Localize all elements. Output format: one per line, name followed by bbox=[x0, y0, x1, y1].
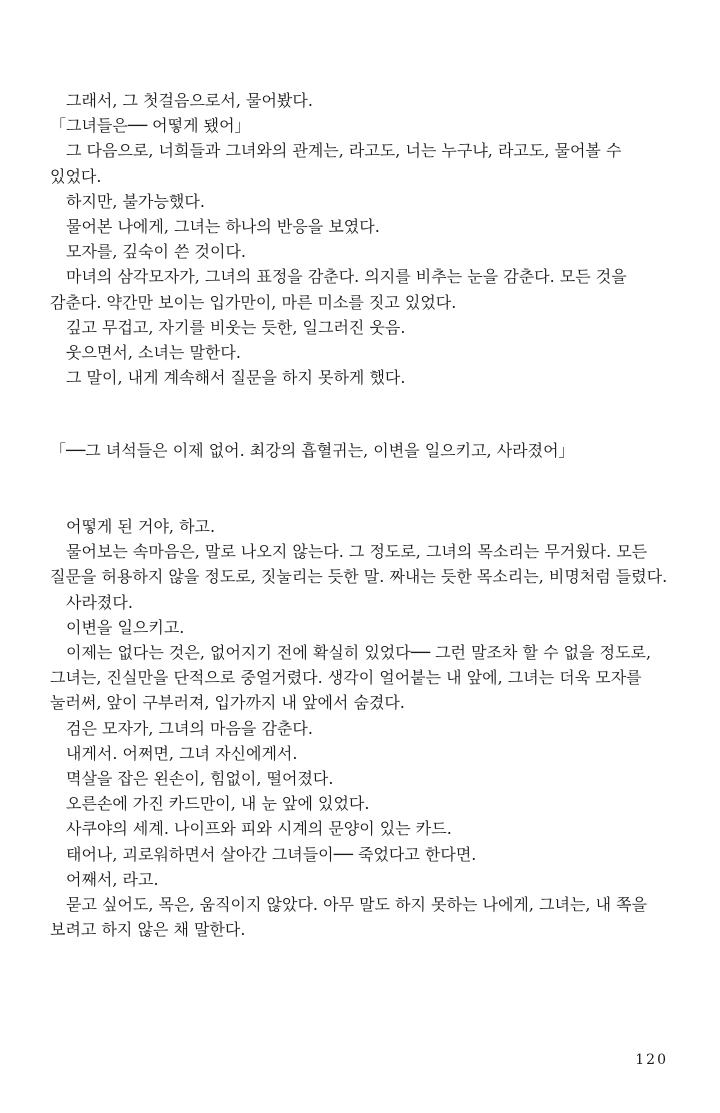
dialogue-line: 「그녀들은── 어떻게 됐어」 bbox=[50, 116, 251, 136]
paragraph: 이제는 없다는 것은, 없어지기 전에 확실히 있었다── 그런 말조차 할 수 없을 정도로, 그녀는, 진실만을 단적으로 중얼거렸다. 생각이 얼어붙는 내 앞에, 그녀는 더욱 모자를 눌러써, 앞이 구부러져, 입가까지 내 앞에서 숨겼다. bbox=[50, 643, 652, 713]
paragraph: 물어본 나에게, 그녀는 하나의 반응을 보였다. bbox=[66, 217, 380, 237]
paragraph: 깊고 무겁고, 자기를 비웃는 듯한, 일그러진 웃음. bbox=[66, 317, 406, 337]
paragraph: 검은 모자가, 그녀의 마음을 감춘다. bbox=[66, 718, 313, 738]
paragraph: 이변을 일으키고. bbox=[66, 617, 185, 637]
paragraph: 어떻게 된 거야, 하고. bbox=[66, 517, 216, 536]
paragraph: 오른손에 가진 카드만이, 내 눈 앞에 있었다. bbox=[66, 794, 370, 814]
paragraph: 묻고 싶어도, 목은, 움직이지 않았다. 아무 말도 하지 못하는 나에게, 그녀는, 내 쪽을 보려고 하지 않은 채 말한다. bbox=[50, 895, 648, 940]
paragraph: 멱살을 잡은 왼손이, 힘없이, 떨어졌다. bbox=[66, 769, 334, 789]
paragraph: 그래서, 그 첫걸음으로서, 물어봤다. bbox=[66, 91, 313, 110]
paragraph: 웃으면서, 소녀는 말한다. bbox=[66, 343, 241, 363]
paragraph: 그 말이, 내게 계속해서 질문을 하지 못하게 했다. bbox=[66, 368, 406, 388]
paragraph: 마녀의 삼각모자가, 그녀의 표정을 감춘다. 의지를 비추는 눈을 감춘다. 모든 것을 감춘다. 약간만 보이는 입가만이, 마른 미소를 짓고 있었다. bbox=[50, 267, 627, 312]
paragraph-block-1 bbox=[50, 88, 675, 390]
paragraph: 내게서. 어쩌면, 그녀 자신에게서. bbox=[66, 743, 298, 763]
paragraph: 물어보는 속마음은, 말로 나오지 않는다. 그 정도로, 그녀의 목소리는 무거웠다. 모든 질문을 허용하지 않을 정도로, 짓눌리는 듯한 말. 짜내는 듯한 목소리는, 비명처럼 들렸다. bbox=[50, 542, 668, 587]
paragraph: 하지만, 불가능했다. bbox=[66, 191, 205, 211]
page-number: 120 bbox=[635, 1052, 668, 1068]
paragraph: 사쿠야의 세계. 나이프와 피와 시계의 문양이 있는 카드. bbox=[66, 819, 452, 839]
paragraph: 태어나, 괴로워하면서 살아간 그녀들이── 죽었다고 한다면. bbox=[66, 844, 477, 864]
paragraph-block-2 bbox=[50, 438, 675, 463]
paragraph: 어째서, 라고. bbox=[66, 869, 159, 889]
dialogue-line: 「──그 녀석들은 이제 없어. 최강의 흡혈귀는, 이변을 일으키고, 사라졌어」 bbox=[50, 441, 575, 460]
paragraph: 모자를, 깊숙이 쓴 것이다. bbox=[66, 242, 246, 262]
paragraph-block-3 bbox=[50, 514, 675, 942]
paragraph: 사라졌다. bbox=[66, 592, 133, 612]
paragraph: 그 다음으로, 너희들과 그녀와의 관계는, 라고도, 너는 누구냐, 라고도, 물어볼 수 있었다. bbox=[50, 141, 622, 186]
